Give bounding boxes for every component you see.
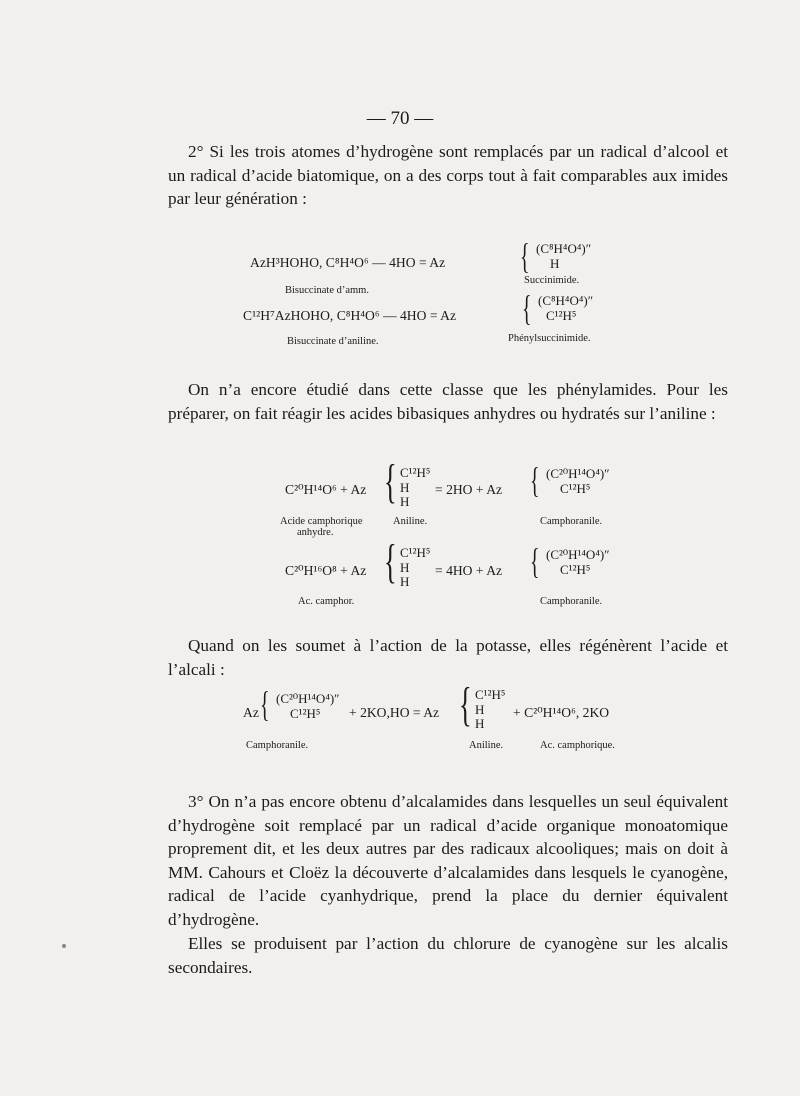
eq2-bottom: C¹²H⁵ xyxy=(546,307,577,323)
paragraph-4: 3° On n’a pas encore obtenu d’alcalamides dans lesquelles un seul équivalent d’hydrogène soit remplacé par un radical d’acide organique monoatomique proprement dit, et les deux autres par des radicaux alcooliques; mais on doit à MM. Cahours et Cloëz la découverte d’alcalamides dans lesquels le cyanogène, radical de l’acide cyanhydrique, prend la place du dernier équivalent d’hydrogène. xyxy=(168,792,728,929)
eq5-brace-2: { xyxy=(459,678,472,731)
eq4-right-top: (C²⁰H¹⁴O⁴)″ xyxy=(546,547,610,562)
eq5-caption-1: Camphoranile. xyxy=(246,740,309,751)
eq5-mid: + 2KO,HO = Az xyxy=(349,705,440,720)
eq5-stack-2: H xyxy=(475,701,485,717)
eq1-top: (C⁸H⁴O⁴)″ xyxy=(536,241,592,256)
eq3-stack-1: C¹²H⁵ xyxy=(400,465,431,480)
eq5-az: Az xyxy=(243,705,259,720)
eq4-left: C²⁰H¹⁶O⁸ + Az xyxy=(285,563,367,578)
eq3-brace-1: { xyxy=(384,455,397,508)
eq5-caption-2: Aniline. xyxy=(469,740,504,751)
eq4-right-bottom: C¹²H⁵ xyxy=(560,561,591,577)
paragraph-2: On n’a encore étudié dans cette classe que les phénylamides. Pour les préparer, on fait réagir les acides bibasiques anhydres ou hydratés sur l’aniline : xyxy=(168,380,728,423)
eq3-caption-1: Acide camphorique xyxy=(280,516,363,527)
eq1-caption-left: Bisuccinate d’amm. xyxy=(285,285,369,296)
eq2-brace: { xyxy=(522,288,532,328)
eq4-brace-2: { xyxy=(530,541,540,581)
eq5-stack-1: C¹²H⁵ xyxy=(475,687,506,702)
eq5-caption-3: Ac. camphorique. xyxy=(540,740,615,751)
eq4-brace-1: { xyxy=(384,535,397,588)
eq5-left-top: (C²⁰H¹⁴O⁴)″ xyxy=(276,691,340,706)
eq1-brace: { xyxy=(520,236,530,276)
eq4-mid: = 4HO + Az xyxy=(435,563,503,578)
eq2-caption-right: Phénylsuccinimide. xyxy=(508,333,591,344)
eq5-right: + C²⁰H¹⁴O⁶, 2KO xyxy=(513,705,610,720)
page-number: — 70 — xyxy=(366,108,434,129)
eq3-stack-2: H xyxy=(400,479,410,495)
eq3-right-top: (C²⁰H¹⁴O⁴)″ xyxy=(546,466,610,481)
eq4-stack-2: H xyxy=(400,559,410,575)
eq2-caption-left: Bisuccinate d’aniline. xyxy=(287,336,379,347)
eq3-caption-3: Camphoranile. xyxy=(540,516,603,527)
paragraph-3: Quand on les soumet à l’action de la potasse, elles régénèrent l’acide et l’alcali : xyxy=(168,636,728,679)
paragraph-5: Elles se produisent par l’action du chlorure de cyanogène sur les alcalis secondaires. xyxy=(168,934,728,977)
eq3-brace-2: { xyxy=(530,460,540,500)
page-speck xyxy=(62,944,66,948)
eq3-caption-1b: anhydre. xyxy=(297,527,334,538)
eq3-right-bottom: C¹²H⁵ xyxy=(560,480,591,496)
eq2-top: (C⁸H⁴O⁴)″ xyxy=(538,293,594,308)
eq4-caption-1: Ac. camphor. xyxy=(298,596,355,607)
eq3-mid: = 2HO + Az xyxy=(435,482,503,497)
eq1-bottom: H xyxy=(550,255,560,271)
eq4-stack-3: H xyxy=(400,574,410,589)
eq3-left: C²⁰H¹⁴O⁶ + Az xyxy=(285,482,367,497)
eq4-stack-1: C¹²H⁵ xyxy=(400,545,431,560)
eq3-caption-2: Aniline. xyxy=(393,516,428,527)
eq1-caption-right: Succinimide. xyxy=(524,275,580,286)
eq5-stack-3: H xyxy=(475,716,485,731)
eq3-stack-3: H xyxy=(400,494,410,509)
eq4-caption-3: Camphoranile. xyxy=(540,596,603,607)
eq1-left: AzH³HOHO, C⁸H⁴O⁶ — 4HO = Az xyxy=(250,255,446,270)
eq5-left-bottom: C¹²H⁵ xyxy=(290,705,321,721)
eq2-left: C¹²H⁷AzHOHO, C⁸H⁴O⁶ — 4HO = Az xyxy=(243,308,456,323)
paragraph-1: 2° Si les trois atomes d’hydrogène sont remplacés par un radical d’alcool et un radical d’acide biatomique, on a des corps tout à fait comparables aux imides par leur génération : xyxy=(168,142,728,209)
eq5-brace-1: { xyxy=(260,684,270,724)
